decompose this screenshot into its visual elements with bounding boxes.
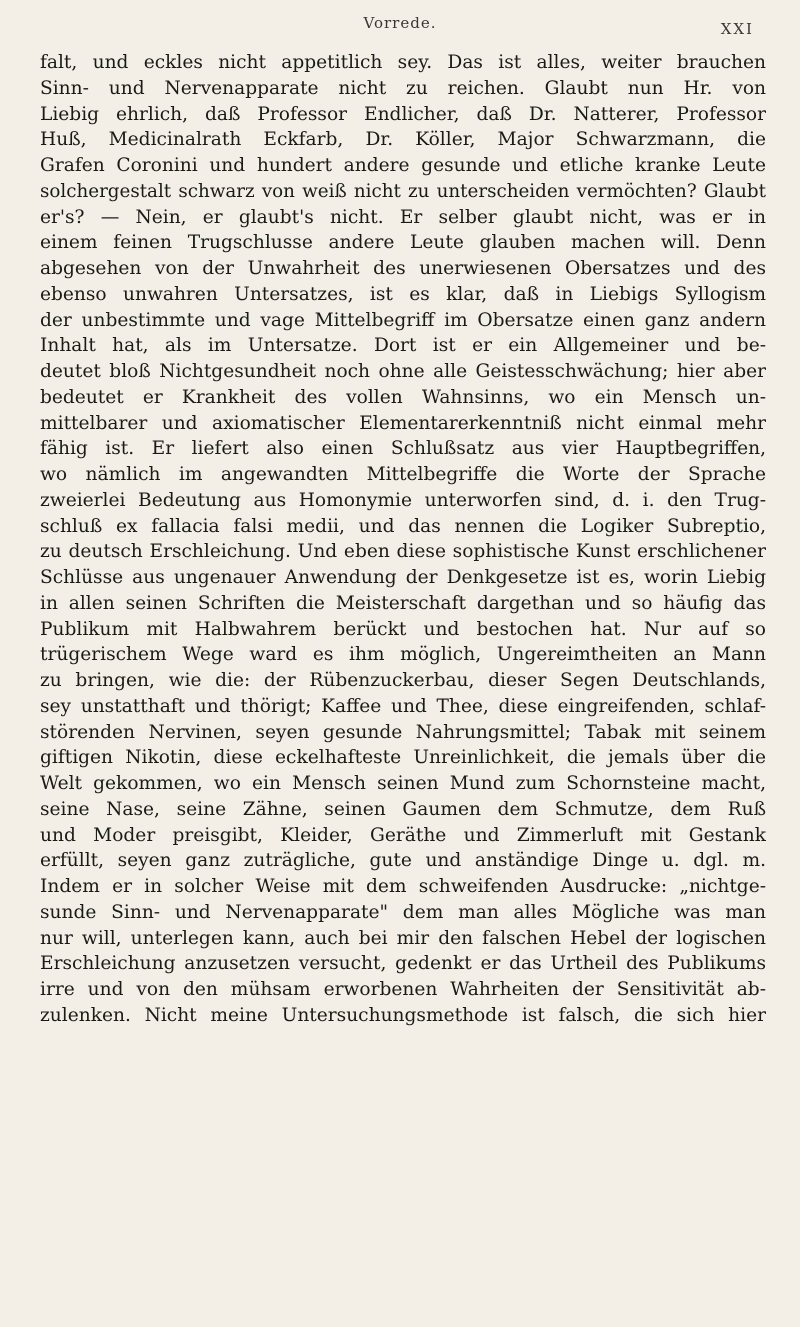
text-line: solchergestalt schwarz von weiß nicht zu unterscheiden vermöchten? Glaubt [40, 180, 766, 202]
text-line: deutet bloß Nichtgesundheit noch ohne alle Geistesschwächung; hier aber [40, 361, 766, 382]
running-head: Vorrede. [363, 14, 437, 32]
page-number: XXI [720, 20, 754, 38]
text-line: mittelbarer und axiomatischer Elementarerkenntniß nicht einmal mehr [40, 412, 766, 434]
text-line: in allen seinen Schriften die Meisterschaft dargethan und so häufig das [40, 592, 766, 614]
text-line: wo nämlich im angewandten Mittelbegriffe die Worte der Sprache [40, 464, 766, 485]
text-line: Inhalt hat, als im Untersatze. Dort ist er ein Allgemeiner und be- [40, 335, 766, 357]
text-line: Welt gekommen, wo ein Mensch seinen Mund zum Schornsteine macht, [40, 773, 766, 794]
text-line: zweierlei Bedeutung aus Homonymie unterworfen sind, d. i. den Trug- [40, 489, 766, 511]
text-line: zu deutsch Erschleichung. Und eben diese sophistische Kunst erschlichener [40, 541, 766, 563]
text-line: Indem er in solcher Weise mit dem schweifenden Ausdrucke: „nichtge- [40, 876, 766, 897]
text-line: erfüllt, seyen ganz zuträgliche, gute und anständige Dinge u. dgl. m. [40, 850, 766, 872]
text-line: falt, und eckles nicht appetitlich sey. Das ist alles, weiter brauchen [40, 52, 766, 73]
text-line: Schlüsse aus ungenauer Anwendung der Denkgesetze ist es, worin Liebig [40, 567, 766, 588]
text-line: Sinn- und Nervenapparate nicht zu reichen. Glaubt nun Hr. von [40, 77, 766, 99]
text-line: fähig ist. Er liefert also einen Schlußsatz aus vier Hauptbegriffen, [40, 438, 766, 460]
text-line: sey unstatthaft und thörigt; Kaffee und Thee, diese eingreifenden, schlaf- [40, 695, 766, 717]
text-line: zulenken. Nicht meine Untersuchungsmethode ist falsch, die sich hier [40, 1004, 766, 1026]
page-header [40, 14, 760, 44]
text-line: Publikum mit Halbwahrem berückt und bestochen hat. Nur auf so [40, 618, 766, 640]
text-line: Huß, Medicinalrath Eckfarb, Dr. Köller, Major Schwarzmann, die [40, 129, 766, 151]
text-line: irre und von den mühsam erworbenen Wahrheiten der Sensitivität ab- [40, 979, 766, 1000]
text-line: bedeutet er Krankheit des vollen Wahnsinns, wo ein Mensch un- [40, 386, 766, 408]
text-line: abgesehen von der Unwahrheit des unerwiesenen Obersatzes und des [40, 258, 766, 279]
text-line: und Moder preisgibt, Kleider, Geräthe und Zimmerluft mit Gestank [40, 824, 766, 846]
text-line: Erschleichung anzusetzen versucht, gedenkt er das Urtheil des Publikums [40, 953, 766, 975]
text-line: seine Nase, seine Zähne, seinen Gaumen dem Schmutze, dem Ruß [40, 798, 766, 820]
text-line: Liebig ehrlich, daß Professor Endlicher, daß Dr. Natterer, Professor [40, 103, 766, 125]
body-text [40, 50, 766, 1029]
text-line: trügerischem Wege ward es ihm möglich, Ungereimtheiten an Mann [40, 644, 766, 666]
text-line: ebenso unwahren Untersatzes, ist es klar, daß in Liebigs Syllogism [40, 283, 766, 305]
text-line: sunde Sinn- und Nervenapparate" dem man alles Mögliche was man [40, 901, 766, 923]
text-line: giftigen Nikotin, diese eckelhafteste Unreinlichkeit, die jemals über die [40, 747, 766, 769]
text-line: schluß ex fallacia falsi medii, und das nennen die Logiker Subreptio, [40, 515, 766, 537]
text-line: der unbestimmte und vage Mittelbegriff im Obersatze einen ganz andern [40, 309, 766, 331]
text-line: Grafen Coronini und hundert andere gesunde und etliche kranke Leute [40, 155, 766, 176]
text-line: er's? — Nein, er glaubt's nicht. Er selber glaubt nicht, was er in [40, 206, 766, 228]
text-line: einem feinen Trugschlusse andere Leute glauben machen will. Denn [40, 232, 766, 254]
text-line: nur will, unterlegen kann, auch bei mir den falschen Hebel der logischen [40, 927, 766, 949]
text-line: zu bringen, wie die: der Rübenzuckerbau, dieser Segen Deutschlands, [40, 670, 766, 691]
text-line: störenden Nervinen, seyen gesunde Nahrungsmittel; Tabak mit seinem [40, 721, 766, 743]
